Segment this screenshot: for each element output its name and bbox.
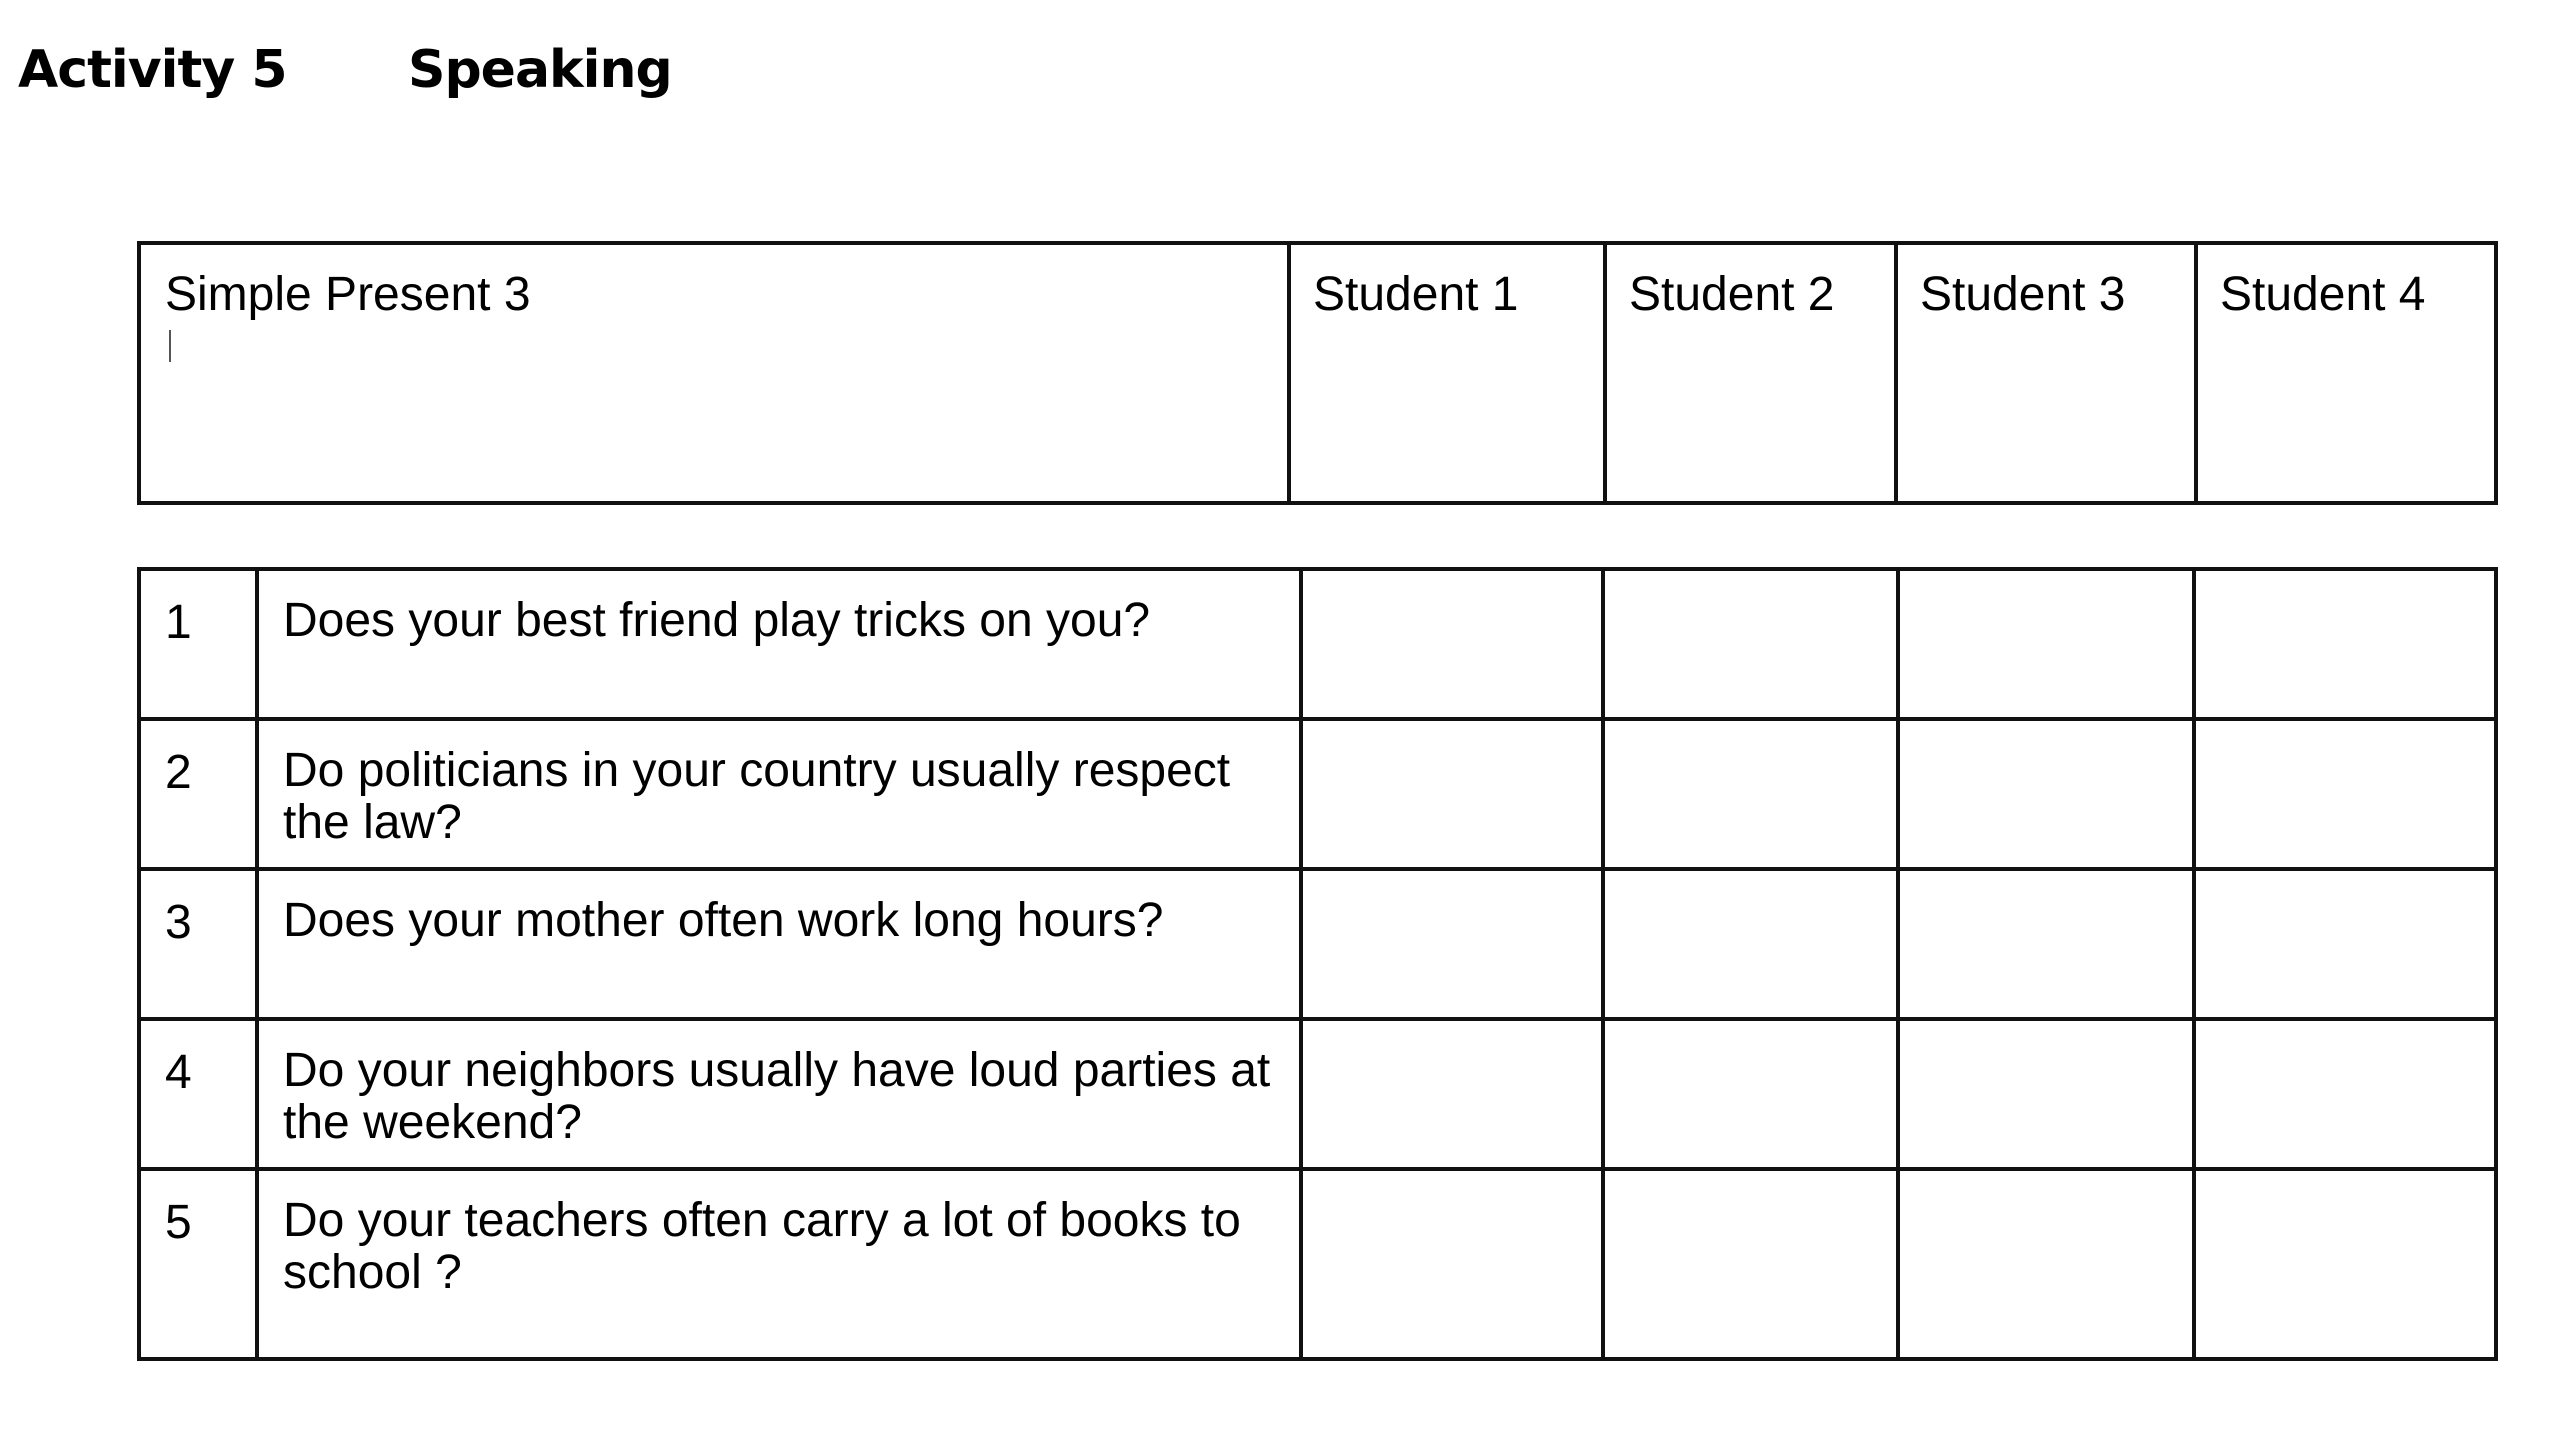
question-number: 1 [139, 569, 257, 719]
question-number: 5 [139, 1169, 257, 1359]
answer-cell-student-4[interactable] [2194, 1169, 2496, 1359]
activity-label: Activity 5 [18, 40, 287, 100]
answer-cell-student-1[interactable] [1301, 719, 1603, 869]
answer-cell-student-1[interactable] [1301, 869, 1603, 1019]
text-cursor [169, 330, 171, 362]
answer-cell-student-3[interactable] [1898, 869, 2194, 1019]
question-text: Does your best friend play tricks on you? [257, 569, 1301, 719]
answer-cell-student-2[interactable] [1603, 719, 1898, 869]
answer-cell-student-4[interactable] [2194, 569, 2496, 719]
question-text: Do your neighbors usually have loud parties at the weekend? [257, 1019, 1301, 1169]
answer-cell-student-3[interactable] [1898, 1169, 2194, 1359]
answer-cell-student-2[interactable] [1603, 1019, 1898, 1169]
table-row [139, 569, 2496, 719]
student-header-3: Student 3 [1896, 243, 2196, 503]
answer-cell-student-3[interactable] [1898, 1019, 2194, 1169]
answer-cell-student-1[interactable] [1301, 569, 1603, 719]
question-text: Do politicians in your country usually respect the law? [257, 719, 1301, 869]
topic-cell[interactable] [139, 243, 1289, 503]
answer-cell-student-4[interactable] [2194, 1019, 2496, 1169]
table-row [139, 1019, 2496, 1169]
student-header-2: Student 2 [1605, 243, 1896, 503]
answer-cell-student-3[interactable] [1898, 569, 2194, 719]
table-row [139, 1169, 2496, 1359]
header-table [137, 241, 2498, 505]
page-title [18, 40, 672, 100]
answer-cell-student-4[interactable] [2194, 869, 2496, 1019]
question-table [137, 567, 2498, 1361]
question-text: Do your teachers often carry a lot of books to school ? [257, 1169, 1301, 1359]
answer-cell-student-1[interactable] [1301, 1169, 1603, 1359]
question-number: 3 [139, 869, 257, 1019]
answer-cell-student-2[interactable] [1603, 1169, 1898, 1359]
question-text: Does your mother often work long hours? [257, 869, 1301, 1019]
answer-cell-student-2[interactable] [1603, 869, 1898, 1019]
answer-cell-student-1[interactable] [1301, 1019, 1603, 1169]
answer-cell-student-3[interactable] [1898, 719, 2194, 869]
activity-heading: Speaking [408, 40, 672, 100]
topic-label: Simple Present 3 [165, 268, 531, 321]
header-row [139, 243, 2496, 503]
table-row [139, 719, 2496, 869]
answer-cell-student-4[interactable] [2194, 719, 2496, 869]
question-number: 4 [139, 1019, 257, 1169]
student-header-4: Student 4 [2196, 243, 2496, 503]
question-number: 2 [139, 719, 257, 869]
table-row [139, 869, 2496, 1019]
student-header-1: Student 1 [1289, 243, 1605, 503]
answer-cell-student-2[interactable] [1603, 569, 1898, 719]
